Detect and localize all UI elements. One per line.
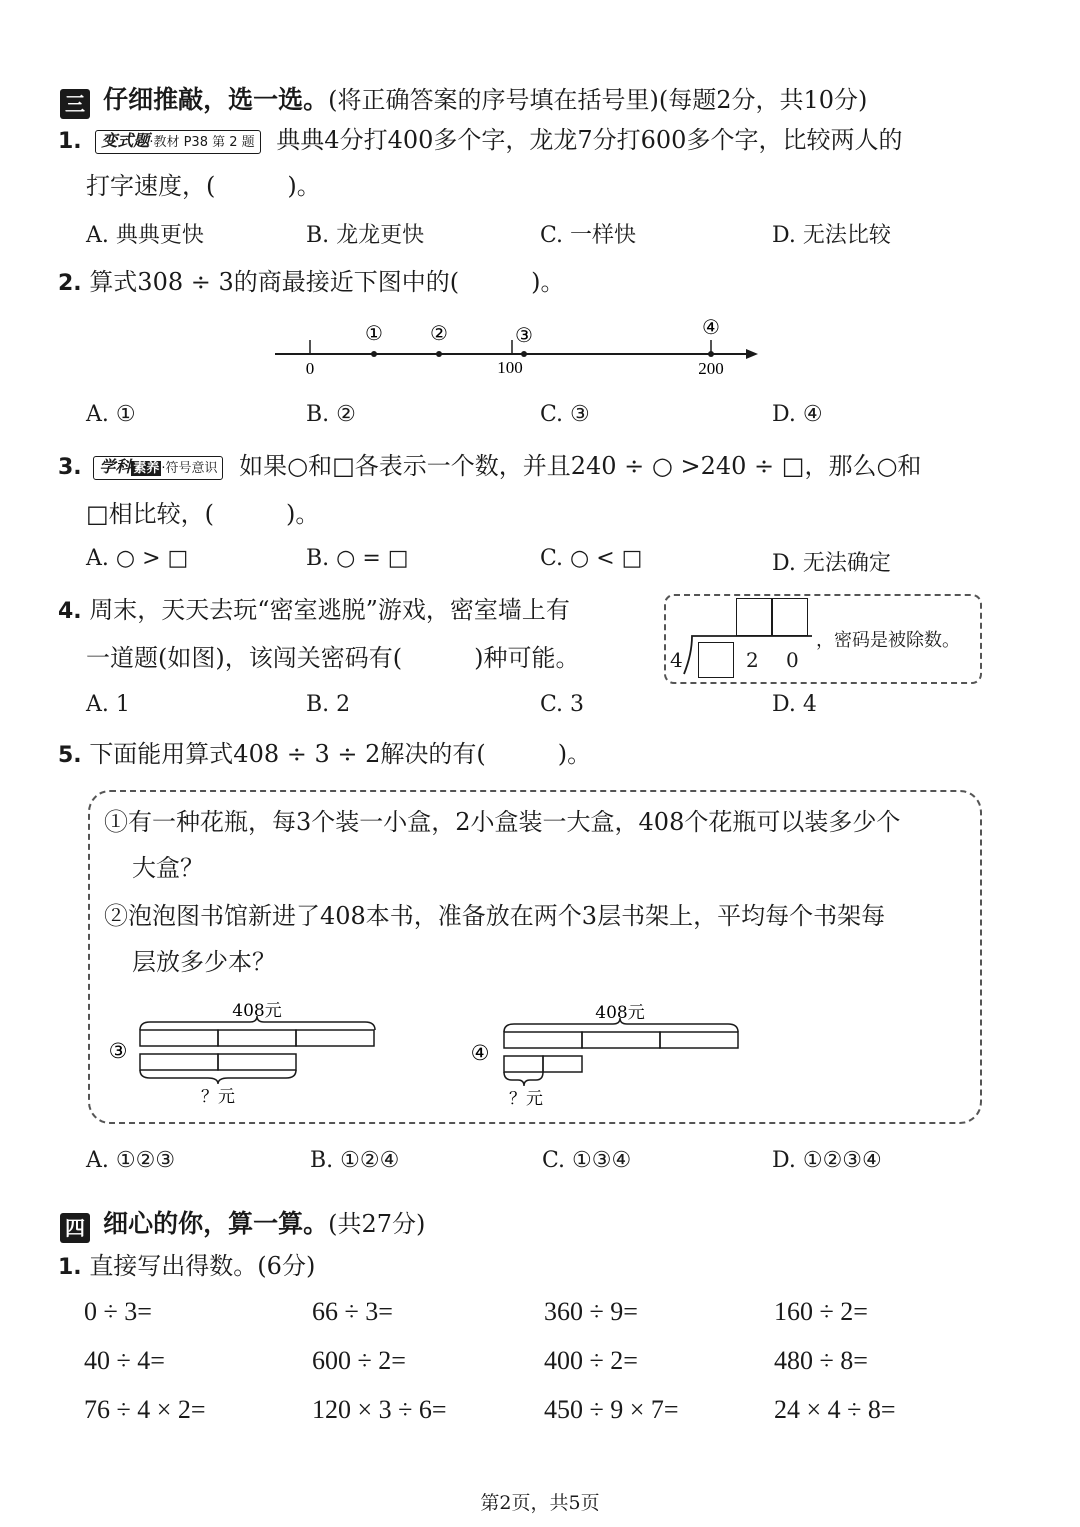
quotient-box-1[interactable] bbox=[736, 598, 772, 636]
tick-label-100: 100 bbox=[497, 358, 523, 377]
question-2 bbox=[58, 258, 564, 308]
question-1-text-line-2: 打字速度，( )。 bbox=[86, 172, 321, 200]
calc-r2-c2: 600 ÷ 2= bbox=[312, 1346, 406, 1375]
q2-option-a[interactable]: A. ① bbox=[86, 402, 136, 427]
diagram-4-top-seg-2 bbox=[582, 1032, 660, 1048]
diagram-4-bottom-seg-2 bbox=[543, 1056, 582, 1072]
diagram-3-label: ③ bbox=[108, 1039, 128, 1063]
question-5-scenarios-box bbox=[88, 790, 982, 1124]
diagram-3-top-brace bbox=[140, 1016, 375, 1030]
diagram-4-total: 408元 bbox=[595, 1003, 645, 1023]
diagram-3-bottom-seg-1 bbox=[140, 1054, 218, 1070]
mark-1: ① bbox=[365, 321, 383, 345]
calc-r3-c3: 450 ÷ 9 × 7= bbox=[544, 1395, 679, 1424]
calc-r3-c1: 76 ÷ 4 × 2= bbox=[84, 1395, 206, 1424]
section-3-note: (将正确答案的序号填在括号里)(每题2分，共10分) bbox=[328, 86, 868, 114]
q2-option-c[interactable]: C. ③ bbox=[540, 402, 590, 427]
calc-r1-c4: 160 ÷ 2= bbox=[774, 1297, 868, 1326]
diagram-4-label: ④ bbox=[470, 1041, 490, 1065]
q2-option-d[interactable]: D. ④ bbox=[772, 402, 823, 427]
point-4 bbox=[708, 351, 714, 357]
scenario-2-line-1: ②泡泡图书馆新进了408本书，准备放在两个3层书架上，平均每个书架每 bbox=[104, 902, 886, 930]
diagram-3-bottom-seg-2 bbox=[218, 1054, 296, 1070]
point-2 bbox=[436, 351, 442, 357]
quotient-box-2[interactable] bbox=[772, 598, 808, 636]
q5-option-d[interactable]: D. ①②③④ bbox=[772, 1148, 882, 1173]
question-3-text: 如果○和□各表示一个数，并且240 ÷ ○ >240 ÷ □，那么○和 bbox=[239, 452, 922, 480]
diagram-3-top-seg-3 bbox=[296, 1030, 374, 1046]
tick-label-200: 200 bbox=[698, 359, 724, 378]
diagram-3-question: ？元 bbox=[201, 1087, 235, 1107]
diagram-4-top-brace bbox=[504, 1018, 738, 1032]
q3-option-c[interactable]: C. ○ < □ bbox=[540, 546, 643, 571]
mark-2: ② bbox=[430, 321, 448, 345]
calc-r2-c4: 480 ÷ 8= bbox=[774, 1346, 868, 1375]
calc-r3-c4: 24 × 4 ÷ 8= bbox=[774, 1395, 896, 1424]
section-4-number: 四 bbox=[60, 1213, 90, 1243]
calc-r1-c1: 0 ÷ 3= bbox=[84, 1297, 152, 1326]
diagram-3-top-seg-1 bbox=[140, 1030, 218, 1046]
q1-option-a[interactable]: A. 典典更快 bbox=[86, 223, 204, 248]
literacy-tag-main: 学科 bbox=[99, 456, 132, 476]
mark-4: ④ bbox=[702, 315, 720, 339]
question-1 bbox=[58, 116, 902, 166]
page-footer: 第2页，共5页 bbox=[480, 1492, 600, 1514]
literacy-tag-mid: 素养 bbox=[133, 460, 160, 476]
dividend-digit-2: 0 bbox=[786, 648, 799, 672]
question-2-number: 2. bbox=[58, 271, 82, 296]
mark-3: ③ bbox=[515, 323, 533, 347]
diagram-4-bottom-brace bbox=[504, 1072, 543, 1086]
diagram-4 bbox=[462, 990, 762, 1110]
question-1-text: 典典4分打400多个字，龙龙7分打600多个字，比较两人的 bbox=[276, 126, 903, 154]
question-1-number: 1. bbox=[58, 129, 82, 154]
q5-option-c[interactable]: C. ①③④ bbox=[542, 1148, 632, 1173]
variant-tag bbox=[95, 130, 260, 154]
diagram-4-question: ？元 bbox=[509, 1089, 543, 1109]
q1-option-c[interactable]: C. 一样快 bbox=[540, 223, 637, 248]
password-note: ，密码是被除数。 bbox=[816, 630, 960, 651]
variant-tag-main: 变式题 bbox=[101, 130, 150, 150]
q1-option-b[interactable]: B. 龙龙更快 bbox=[306, 223, 425, 248]
q4-option-b[interactable]: B. 2 bbox=[306, 692, 351, 717]
dividend-box[interactable] bbox=[698, 642, 734, 678]
question-4-text: 周末，天天去玩“密室逃脱”游戏，密室墙上有 bbox=[89, 596, 570, 624]
question-3-text-line-2: □相比较，( )。 bbox=[86, 500, 320, 528]
diagram-3-total: 408元 bbox=[232, 1001, 282, 1021]
q5-option-b[interactable]: B. ①②④ bbox=[310, 1148, 400, 1173]
scenario-1-line-1: ①有一种花瓶，每3个装一小盒，2小盒装一大盒，408个花瓶可以装多少个 bbox=[104, 808, 901, 836]
q1-option-d[interactable]: D. 无法比较 bbox=[772, 223, 891, 248]
diagram-3 bbox=[100, 988, 400, 1108]
s4-question-1-number: 1. bbox=[58, 1255, 82, 1280]
question-5-number: 5. bbox=[58, 743, 82, 768]
question-3 bbox=[58, 442, 921, 492]
q5-option-a[interactable]: A. ①②③ bbox=[86, 1148, 176, 1173]
section-4-note: (共27分) bbox=[328, 1210, 426, 1238]
dividend-digit-1: 2 bbox=[746, 648, 759, 672]
q3-option-b[interactable]: B. ○ = □ bbox=[306, 546, 409, 571]
calc-r2-c3: 400 ÷ 2= bbox=[544, 1346, 638, 1375]
divisor: 4 bbox=[670, 648, 683, 672]
diagram-3-bottom-brace bbox=[140, 1070, 296, 1084]
s4-question-1 bbox=[58, 1242, 315, 1292]
question-4 bbox=[58, 586, 570, 636]
section-4-title: 细心的你，算一算。 bbox=[103, 1209, 329, 1238]
division-puzzle-box bbox=[664, 594, 982, 684]
q4-option-c[interactable]: C. 3 bbox=[540, 692, 585, 717]
calc-r1-c3: 360 ÷ 9= bbox=[544, 1297, 638, 1326]
tick-label-0: 0 bbox=[305, 359, 315, 378]
section-4-header bbox=[60, 1200, 425, 1248]
variant-tag-sub: ·教材 P38 第 2 题 bbox=[149, 134, 255, 150]
literacy-tag bbox=[93, 456, 223, 480]
diagram-3-top-seg-2 bbox=[218, 1030, 296, 1046]
q3-option-a[interactable]: A. ○ > □ bbox=[86, 546, 189, 571]
question-5 bbox=[58, 730, 591, 780]
diagram-4-bottom-seg-1 bbox=[504, 1056, 543, 1072]
question-4-number: 4. bbox=[58, 599, 82, 624]
calc-r2-c1: 40 ÷ 4= bbox=[84, 1346, 165, 1375]
literacy-tag-sub: ·符号意识 bbox=[161, 460, 218, 476]
q3-option-d[interactable]: D. 无法确定 bbox=[772, 551, 891, 576]
q4-option-a[interactable]: A. 1 bbox=[86, 692, 130, 717]
question-5-text: 下面能用算式408 ÷ 3 ÷ 2解决的有( )。 bbox=[89, 740, 592, 768]
calc-r1-c2: 66 ÷ 3= bbox=[312, 1297, 393, 1326]
s4-question-1-text: 直接写出得数。(6分) bbox=[89, 1252, 316, 1280]
diagram-4-top-seg-1 bbox=[504, 1032, 582, 1048]
number-line-arrow bbox=[746, 349, 758, 359]
q4-option-d[interactable]: D. 4 bbox=[772, 692, 817, 717]
scenario-1-line-2: 大盒？ bbox=[132, 854, 204, 882]
calc-r3-c2: 120 × 3 ÷ 6= bbox=[312, 1395, 447, 1424]
section-3-title: 仔细推敲，选一选。 bbox=[103, 85, 329, 114]
section-3-number: 三 bbox=[60, 89, 90, 119]
point-1 bbox=[371, 351, 377, 357]
question-3-number: 3. bbox=[58, 455, 82, 480]
question-2-text: 算式308 ÷ 3的商最接近下图中的( )。 bbox=[89, 268, 565, 296]
scenario-2-line-2: 层放多少本？ bbox=[132, 948, 276, 976]
question-4-text-line-2: 一道题(如图)，该闯关密码有( )种可能。 bbox=[86, 644, 580, 672]
point-3 bbox=[521, 351, 527, 357]
q2-option-b[interactable]: B. ② bbox=[306, 402, 356, 427]
number-line bbox=[270, 310, 770, 382]
diagram-4-top-seg-3 bbox=[660, 1032, 738, 1048]
